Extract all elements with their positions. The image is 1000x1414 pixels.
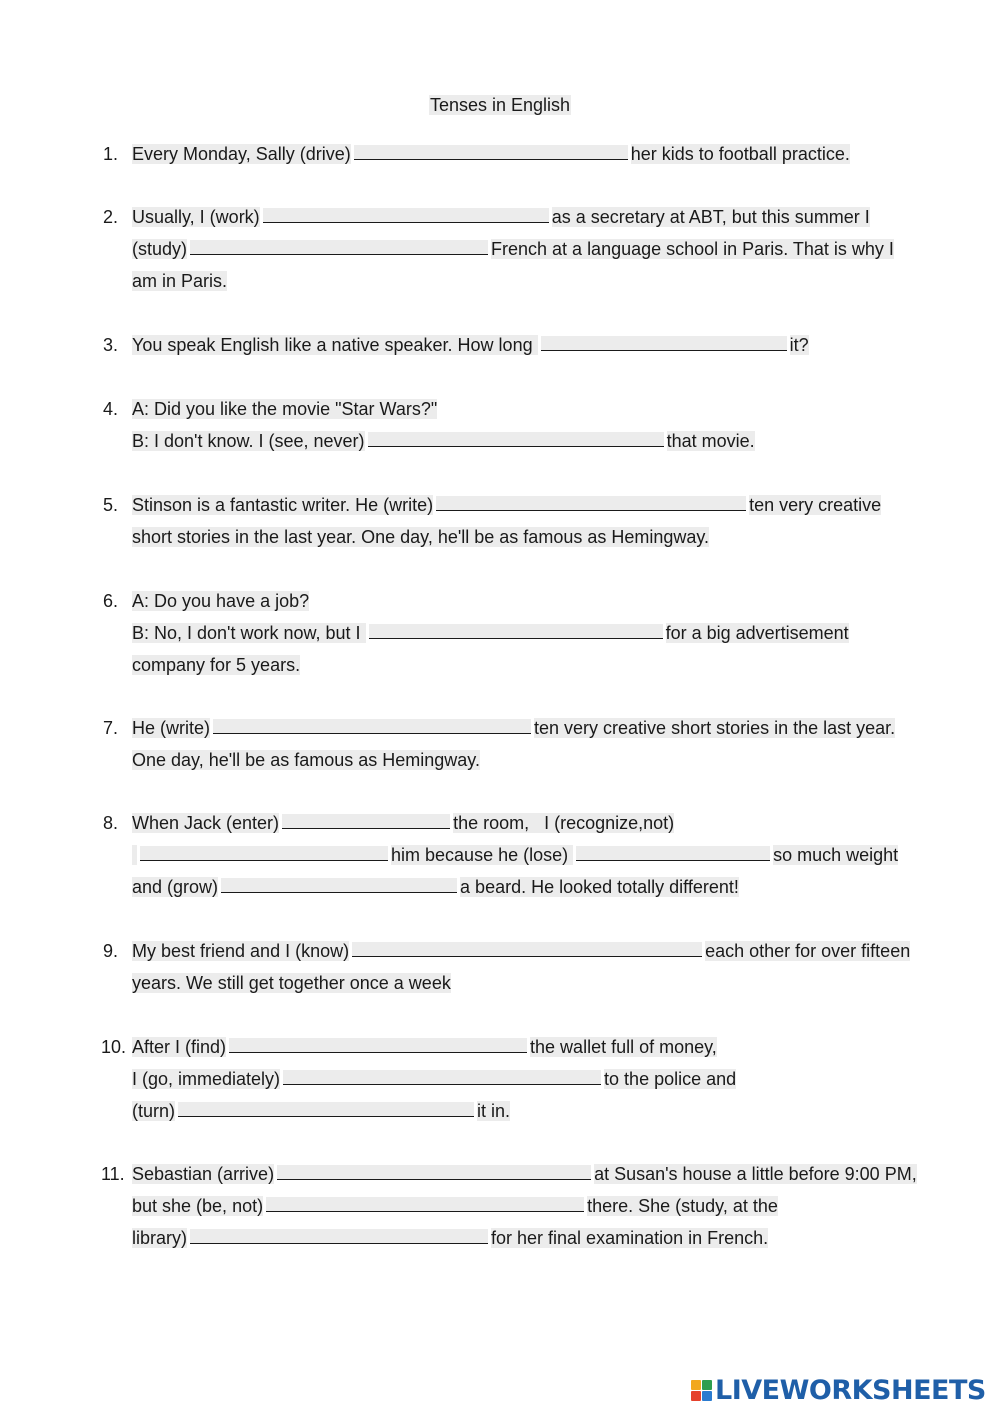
question-line <box>132 425 1000 457</box>
question-text: but she (be, not) <box>132 1196 264 1216</box>
question-text: for her final examination in French. <box>491 1228 769 1248</box>
question-text: there. She (study, at the <box>587 1196 778 1216</box>
question-line <box>132 967 1000 999</box>
question-text: After I (find) <box>132 1037 227 1057</box>
question-text: him because he (lose) <box>391 845 574 865</box>
answer-blank[interactable] <box>369 624 663 639</box>
question-line <box>132 521 1000 553</box>
question-text: to the police and <box>604 1069 737 1089</box>
question-text: short stories in the last year. One day, he'll be as famous as Hemingway. <box>132 527 710 547</box>
question-text: years. We still get together once a week <box>132 973 451 993</box>
question-line <box>132 1031 1000 1063</box>
question-text: as a secretary at ABT, but this summer I <box>551 207 870 227</box>
question-text: You speak English like a native speaker. How long <box>132 335 538 355</box>
answer-blank[interactable] <box>190 1229 488 1244</box>
question-text: (study) <box>132 239 188 259</box>
question-number: 10. <box>101 1037 127 1057</box>
question-text: for a big advertisement <box>665 623 849 643</box>
question-line <box>132 329 1000 361</box>
question-text: Usually, I (work) <box>132 207 260 227</box>
liveworksheets-logo-icon <box>691 1380 712 1401</box>
answer-blank[interactable] <box>576 846 770 861</box>
question-text: B: No, I don't work now, but I <box>132 623 366 643</box>
question-line <box>132 138 1000 170</box>
question-line <box>132 265 1000 297</box>
question-text: (turn) <box>132 1101 176 1121</box>
question-line <box>132 807 1000 839</box>
question-text: each other for over fifteen <box>705 941 911 961</box>
question-number: 6. <box>103 591 119 611</box>
question-number: 4. <box>103 399 119 419</box>
question-line <box>132 393 1000 425</box>
question-number: 1. <box>103 144 119 164</box>
page-title: Tenses in English <box>429 95 571 115</box>
answer-blank[interactable] <box>277 1165 591 1180</box>
question-line <box>132 649 1000 681</box>
question-text: ten very creative <box>749 495 882 515</box>
question-line <box>132 201 1000 233</box>
logo-text: LIVEWORKSHEETS <box>715 1374 986 1406</box>
question-text: a beard. He looked totally different! <box>460 877 739 897</box>
question-number: 5. <box>103 495 119 515</box>
question-text <box>132 845 137 865</box>
question-text: it in. <box>477 1101 511 1121</box>
question-line <box>132 712 1000 744</box>
question-line <box>132 1158 1000 1190</box>
question-text: at Susan's house a little before 9:00 PM, <box>594 1164 917 1184</box>
question-text: and (grow) <box>132 877 219 897</box>
question-text: B: I don't know. I (see, never) <box>132 431 365 451</box>
answer-blank[interactable] <box>541 336 787 351</box>
answer-blank[interactable] <box>436 496 746 511</box>
question-line <box>132 1095 1000 1127</box>
question-line <box>132 1063 1000 1095</box>
question-line <box>132 489 1000 521</box>
question-text: Sebastian (arrive) <box>132 1164 275 1184</box>
question-line <box>132 744 1000 776</box>
answer-blank[interactable] <box>190 240 488 255</box>
question-line <box>132 585 1000 617</box>
answer-blank[interactable] <box>213 719 531 734</box>
answer-blank[interactable] <box>266 1197 584 1212</box>
question-text: Stinson is a fantastic writer. He (write) <box>132 495 434 515</box>
answer-blank[interactable] <box>282 814 450 829</box>
answer-blank[interactable] <box>354 145 628 160</box>
answer-blank[interactable] <box>283 1070 601 1085</box>
answer-blank[interactable] <box>178 1102 474 1117</box>
logo-square-4 <box>702 1391 712 1401</box>
question-text: am in Paris. <box>132 271 228 291</box>
question-text: My best friend and I (know) <box>132 941 350 961</box>
question-text: the room, I (recognize,not) <box>453 813 675 833</box>
logo-square-3 <box>691 1391 701 1401</box>
question-text: the wallet full of money, <box>530 1037 717 1057</box>
question-text: it? <box>789 335 809 355</box>
question-text: I (go, immediately) <box>132 1069 281 1089</box>
question-text: A: Do you have a job? <box>132 591 310 611</box>
question-text: One day, he'll be as famous as Hemingway. <box>132 750 480 770</box>
question-text: that movie. <box>666 431 755 451</box>
question-number: 9. <box>103 941 119 961</box>
question-line <box>132 935 1000 967</box>
question-line <box>132 839 1000 871</box>
question-line <box>132 1222 1000 1254</box>
answer-blank[interactable] <box>263 208 549 223</box>
question-line <box>132 871 1000 903</box>
question-line <box>132 233 1000 265</box>
answer-blank[interactable] <box>221 878 457 893</box>
question-number: 8. <box>103 813 119 833</box>
question-text: company for 5 years. <box>132 655 301 675</box>
answer-blank[interactable] <box>140 846 388 861</box>
question-number: 7. <box>103 718 119 738</box>
logo-square-1 <box>691 1380 701 1390</box>
question-text: French at a language school in Paris. That is why I <box>491 239 894 259</box>
question-number: 11. <box>101 1164 125 1184</box>
question-number: 3. <box>103 335 119 355</box>
question-line <box>132 617 1000 649</box>
question-text: He (write) <box>132 718 211 738</box>
question-text: so much weight <box>773 845 899 865</box>
logo-square-2 <box>702 1380 712 1390</box>
question-text: When Jack (enter) <box>132 813 280 833</box>
question-number: 2. <box>103 207 119 227</box>
question-text: library) <box>132 1228 188 1248</box>
answer-blank[interactable] <box>352 942 702 957</box>
question-text: Every Monday, Sally (drive) <box>132 144 351 164</box>
answer-blank[interactable] <box>229 1038 527 1053</box>
liveworksheets-logo <box>691 1374 986 1406</box>
question-text: ten very creative short stories in the last year. <box>534 718 896 738</box>
answer-blank[interactable] <box>368 432 664 447</box>
question-line <box>132 1190 1000 1222</box>
question-text: her kids to football practice. <box>630 144 850 164</box>
question-text: A: Did you like the movie "Star Wars?" <box>132 399 438 419</box>
